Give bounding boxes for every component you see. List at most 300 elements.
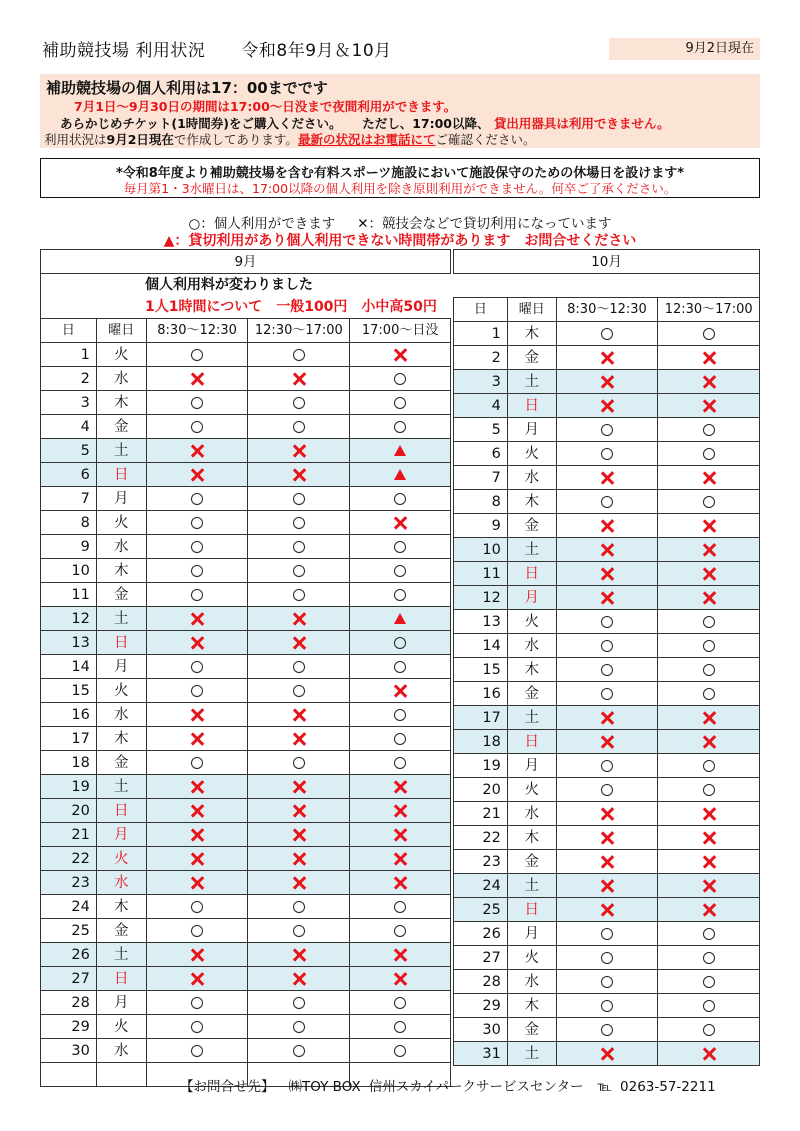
reserved-cross-icon (702, 879, 716, 893)
weekday-cell: 土 (96, 943, 146, 967)
reserved-cross-icon (600, 735, 614, 749)
status-cell (146, 751, 248, 775)
table-row (454, 370, 760, 394)
weekday-cell: 日 (507, 898, 556, 922)
weekday-cell: 木 (507, 658, 556, 682)
reserved-cross-icon (190, 732, 204, 746)
table-row (41, 655, 451, 679)
table-row (41, 727, 451, 751)
day-cell: 12 (454, 586, 508, 610)
september-month-label: 9月 (41, 250, 451, 274)
available-circle-icon (394, 397, 406, 409)
table-row (41, 919, 451, 943)
available-circle-icon (293, 925, 305, 937)
status-cell (248, 895, 350, 919)
reserved-cross-icon (600, 399, 614, 413)
weekday-cell: 火 (507, 610, 556, 634)
partial-triangle-icon (394, 445, 406, 456)
day-cell: 11 (41, 583, 97, 607)
status-cell (350, 343, 451, 367)
status-cell (350, 607, 451, 631)
available-circle-icon (293, 541, 305, 553)
table-row (454, 538, 760, 562)
table-row (454, 562, 760, 586)
weekday-cell: 木 (507, 490, 556, 514)
status-cell (248, 367, 350, 391)
available-circle-icon (601, 688, 613, 700)
reserved-cross-icon (292, 612, 306, 626)
status-cell (658, 874, 760, 898)
status-cell (658, 706, 760, 730)
available-circle-icon (191, 421, 203, 433)
day-cell: 27 (41, 967, 97, 991)
reserved-cross-icon (393, 828, 407, 842)
weekday-cell: 日 (507, 562, 556, 586)
available-circle-icon (293, 493, 305, 505)
status-cell (350, 703, 451, 727)
status-cell (556, 370, 658, 394)
status-cell (556, 682, 658, 706)
status-cell (556, 874, 658, 898)
available-circle-icon (293, 901, 305, 913)
weekday-cell: 日 (96, 799, 146, 823)
legend-ok: ○：個人利用ができます (188, 216, 336, 232)
table-row (454, 442, 760, 466)
reserved-cross-icon (393, 852, 407, 866)
status-cell (658, 346, 760, 370)
status-cell (350, 847, 451, 871)
status-cell (146, 391, 248, 415)
closure-line-1: *令和8年度より補助競技場を含む有料スポーツ施設において施設保守のための休場日を設けます* (115, 166, 685, 181)
status-cell (248, 775, 350, 799)
reserved-cross-icon (190, 468, 204, 482)
column-header: 曜日 (507, 298, 556, 322)
available-circle-icon (293, 517, 305, 529)
status-cell (658, 394, 760, 418)
notice-confirm: ご確認ください。 (435, 132, 536, 147)
available-circle-icon (191, 661, 203, 673)
table-row (41, 775, 451, 799)
status-cell (248, 391, 350, 415)
reserved-cross-icon (600, 879, 614, 893)
table-row (41, 343, 451, 367)
available-circle-icon (191, 397, 203, 409)
weekday-cell: 木 (96, 391, 146, 415)
table-row (41, 487, 451, 511)
weekday-cell: 土 (507, 874, 556, 898)
available-circle-icon (394, 421, 406, 433)
status-cell (146, 535, 248, 559)
status-cell (658, 922, 760, 946)
status-cell (146, 343, 248, 367)
available-circle-icon (394, 541, 406, 553)
reserved-cross-icon (190, 708, 204, 722)
status-cell (146, 607, 248, 631)
legend-partial: ▲：貸切利用があり個人利用できない時間帯があります お問合せください (163, 233, 637, 249)
day-cell: 26 (454, 922, 508, 946)
day-cell: 27 (454, 946, 508, 970)
available-circle-icon (191, 493, 203, 505)
available-circle-icon (394, 901, 406, 913)
status-cell (658, 562, 760, 586)
reserved-cross-icon (292, 852, 306, 866)
day-cell: 8 (41, 511, 97, 535)
weekday-cell: 土 (96, 439, 146, 463)
status-cell (658, 322, 760, 346)
available-circle-icon (394, 757, 406, 769)
reserved-cross-icon (702, 471, 716, 485)
reserved-cross-icon (190, 804, 204, 818)
status-cell (248, 943, 350, 967)
contact-label: 【お問合せ先】 (180, 1079, 275, 1095)
reserved-cross-icon (292, 468, 306, 482)
fee-detail: 1人1時間について 一般100円 小中高50円 (145, 299, 437, 315)
table-row (454, 466, 760, 490)
status-cell (350, 655, 451, 679)
table-row (454, 322, 760, 346)
empty-cell (96, 1063, 146, 1087)
table-row (41, 367, 451, 391)
status-cell (658, 370, 760, 394)
table-row (454, 826, 760, 850)
table-row (454, 1042, 760, 1066)
table-row (41, 847, 451, 871)
status-cell (556, 634, 658, 658)
table-row (454, 898, 760, 922)
day-cell: 15 (454, 658, 508, 682)
status-cell (248, 343, 350, 367)
reserved-cross-icon (600, 807, 614, 821)
available-circle-icon (703, 688, 715, 700)
reserved-cross-icon (702, 399, 716, 413)
day-cell: 5 (454, 418, 508, 442)
table-row (41, 991, 451, 1015)
status-cell (658, 946, 760, 970)
weekday-cell: 火 (507, 778, 556, 802)
status-cell (658, 898, 760, 922)
status-cell (146, 727, 248, 751)
available-circle-icon (703, 952, 715, 964)
day-cell: 20 (454, 778, 508, 802)
status-cell (146, 943, 248, 967)
status-cell (556, 706, 658, 730)
reserved-cross-icon (702, 831, 716, 845)
reserved-cross-icon (190, 852, 204, 866)
status-cell (350, 799, 451, 823)
reserved-cross-icon (292, 780, 306, 794)
table-row (454, 682, 760, 706)
september-table (40, 249, 451, 1087)
status-cell (248, 511, 350, 535)
available-circle-icon (601, 664, 613, 676)
status-cell (556, 418, 658, 442)
reserved-cross-icon (190, 876, 204, 890)
reserved-cross-icon (702, 351, 716, 365)
reserved-cross-icon (702, 519, 716, 533)
status-cell (350, 631, 451, 655)
weekday-cell: 火 (507, 442, 556, 466)
status-cell (658, 850, 760, 874)
available-circle-icon (191, 517, 203, 529)
status-cell (556, 778, 658, 802)
weekday-cell: 月 (507, 922, 556, 946)
status-cell (248, 559, 350, 583)
column-header: 17:00～日没 (350, 319, 451, 343)
notice-line-2: 7月1日～9月30日の期間は17:00～日没まで夜間利用ができます。 (74, 99, 457, 114)
available-circle-icon (293, 757, 305, 769)
weekday-cell: 木 (507, 994, 556, 1018)
table-row (454, 658, 760, 682)
status-cell (658, 442, 760, 466)
available-circle-icon (191, 589, 203, 601)
status-cell (248, 439, 350, 463)
available-circle-icon (191, 1045, 203, 1057)
reserved-cross-icon (393, 972, 407, 986)
status-cell (658, 1018, 760, 1042)
reserved-cross-icon (600, 543, 614, 557)
day-cell: 7 (41, 487, 97, 511)
day-cell: 30 (454, 1018, 508, 1042)
day-cell: 22 (454, 826, 508, 850)
table-row (454, 586, 760, 610)
day-cell: 23 (41, 871, 97, 895)
available-circle-icon (293, 685, 305, 697)
reserved-cross-icon (702, 543, 716, 557)
available-circle-icon (191, 925, 203, 937)
weekday-cell: 水 (96, 703, 146, 727)
status-cell (350, 679, 451, 703)
day-cell: 17 (41, 727, 97, 751)
day-cell: 31 (454, 1042, 508, 1066)
status-cell (248, 991, 350, 1015)
status-cell (350, 583, 451, 607)
table-row (41, 967, 451, 991)
reserved-cross-icon (600, 855, 614, 869)
weekday-cell: 火 (96, 847, 146, 871)
status-cell (350, 1039, 451, 1063)
october-month-label: 10月 (454, 250, 760, 274)
fee-label: 個人利用料が変わりました (145, 277, 313, 293)
status-cell (556, 562, 658, 586)
weekday-cell: 土 (507, 538, 556, 562)
day-cell: 14 (454, 634, 508, 658)
status-cell (658, 466, 760, 490)
status-cell (350, 391, 451, 415)
reserved-cross-icon (190, 372, 204, 386)
status-cell (248, 655, 350, 679)
status-cell (658, 418, 760, 442)
table-row (41, 391, 451, 415)
status-cell (658, 634, 760, 658)
day-cell: 26 (41, 943, 97, 967)
table-row (454, 634, 760, 658)
reserved-cross-icon (292, 372, 306, 386)
page-title (42, 36, 392, 61)
status-cell (556, 346, 658, 370)
status-cell (248, 487, 350, 511)
day-cell: 29 (41, 1015, 97, 1039)
facility-title: 補助競技場 利用状況 (42, 41, 206, 61)
status-cell (350, 943, 451, 967)
status-cell (248, 967, 350, 991)
reserved-cross-icon (393, 516, 407, 530)
status-cell (146, 1015, 248, 1039)
status-cell (556, 442, 658, 466)
table-row (41, 415, 451, 439)
table-row (41, 895, 451, 919)
weekday-cell: 水 (507, 802, 556, 826)
notice-status-text: 利用状況は (44, 132, 107, 147)
contact-company: ㈱TOY BOX (288, 1079, 361, 1095)
day-cell: 7 (454, 466, 508, 490)
status-cell (146, 559, 248, 583)
status-cell (146, 487, 248, 511)
available-circle-icon (191, 565, 203, 577)
status-cell (556, 970, 658, 994)
available-circle-icon (394, 997, 406, 1009)
table-row (41, 703, 451, 727)
day-cell: 17 (454, 706, 508, 730)
day-cell: 25 (454, 898, 508, 922)
status-cell (658, 610, 760, 634)
available-circle-icon (293, 397, 305, 409)
status-cell (146, 919, 248, 943)
weekday-cell: 水 (507, 970, 556, 994)
status-cell (248, 799, 350, 823)
notice-line-1: 補助競技場の個人利用は17：00までです (46, 79, 328, 97)
status-cell (350, 367, 451, 391)
status-cell (556, 610, 658, 634)
weekday-cell: 月 (96, 655, 146, 679)
table-row (454, 994, 760, 1018)
table-row (41, 751, 451, 775)
status-cell (556, 826, 658, 850)
available-circle-icon (703, 784, 715, 796)
day-cell: 8 (454, 490, 508, 514)
reserved-cross-icon (292, 636, 306, 650)
weekday-cell: 木 (96, 559, 146, 583)
table-row (454, 730, 760, 754)
status-cell (556, 658, 658, 682)
available-circle-icon (601, 760, 613, 772)
status-cell (248, 679, 350, 703)
available-circle-icon (601, 928, 613, 940)
day-cell: 2 (41, 367, 97, 391)
reserved-cross-icon (292, 948, 306, 962)
table-row (41, 871, 451, 895)
table-row (454, 394, 760, 418)
status-cell (658, 778, 760, 802)
weekday-cell: 金 (96, 583, 146, 607)
reserved-cross-icon (600, 711, 614, 725)
available-circle-icon (394, 709, 406, 721)
status-cell (658, 538, 760, 562)
status-cell (248, 919, 350, 943)
table-row (41, 535, 451, 559)
status-cell (556, 850, 658, 874)
weekday-cell: 火 (96, 343, 146, 367)
reserved-cross-icon (190, 780, 204, 794)
table-row (41, 799, 451, 823)
table-row (454, 514, 760, 538)
column-header: 8:30～12:30 (556, 298, 658, 322)
available-circle-icon (293, 421, 305, 433)
weekday-cell: 木 (96, 727, 146, 751)
status-cell (658, 802, 760, 826)
status-cell (556, 922, 658, 946)
status-cell (350, 559, 451, 583)
status-cell (658, 970, 760, 994)
available-circle-icon (601, 976, 613, 988)
status-cell (248, 631, 350, 655)
table-row (454, 874, 760, 898)
day-cell: 21 (454, 802, 508, 826)
available-circle-icon (191, 1021, 203, 1033)
status-cell (350, 871, 451, 895)
status-cell (146, 895, 248, 919)
status-cell (556, 1042, 658, 1066)
reserved-cross-icon (600, 1047, 614, 1061)
available-circle-icon (191, 349, 203, 361)
status-cell (556, 322, 658, 346)
available-circle-icon (703, 448, 715, 460)
notice-line-4 (44, 130, 535, 148)
phone-icon: ℡ (597, 1079, 613, 1095)
available-circle-icon (703, 616, 715, 628)
period-title: 令和8年9月＆10月 (241, 41, 392, 61)
status-cell (658, 586, 760, 610)
reserved-cross-icon (702, 591, 716, 605)
available-circle-icon (601, 640, 613, 652)
reserved-cross-icon (292, 444, 306, 458)
day-cell: 10 (41, 559, 97, 583)
available-circle-icon (703, 640, 715, 652)
status-cell (556, 514, 658, 538)
reserved-cross-icon (600, 591, 614, 605)
weekday-cell: 土 (507, 370, 556, 394)
weekday-cell: 水 (96, 1039, 146, 1063)
table-row (41, 463, 451, 487)
reserved-cross-icon (292, 804, 306, 818)
status-cell (658, 730, 760, 754)
status-cell (248, 583, 350, 607)
notice-ticket: あらかじめチケット(1時間券)をご購入ください。 (60, 116, 342, 131)
reserved-cross-icon (702, 1047, 716, 1061)
status-cell (248, 463, 350, 487)
weekday-cell: 水 (507, 466, 556, 490)
status-cell (248, 751, 350, 775)
available-circle-icon (394, 637, 406, 649)
available-circle-icon (191, 541, 203, 553)
table-row (454, 610, 760, 634)
status-cell (350, 535, 451, 559)
day-cell: 5 (41, 439, 97, 463)
table-row (454, 802, 760, 826)
weekday-cell: 火 (96, 511, 146, 535)
reserved-cross-icon (600, 903, 614, 917)
reserved-cross-icon (600, 831, 614, 845)
day-cell: 23 (454, 850, 508, 874)
day-cell: 25 (41, 919, 97, 943)
weekday-cell: 水 (507, 634, 556, 658)
day-cell: 6 (454, 442, 508, 466)
available-circle-icon (394, 373, 406, 385)
weekday-cell: 月 (96, 991, 146, 1015)
status-cell (146, 415, 248, 439)
day-cell: 15 (41, 679, 97, 703)
reserved-cross-icon (190, 444, 204, 458)
status-cell (146, 655, 248, 679)
